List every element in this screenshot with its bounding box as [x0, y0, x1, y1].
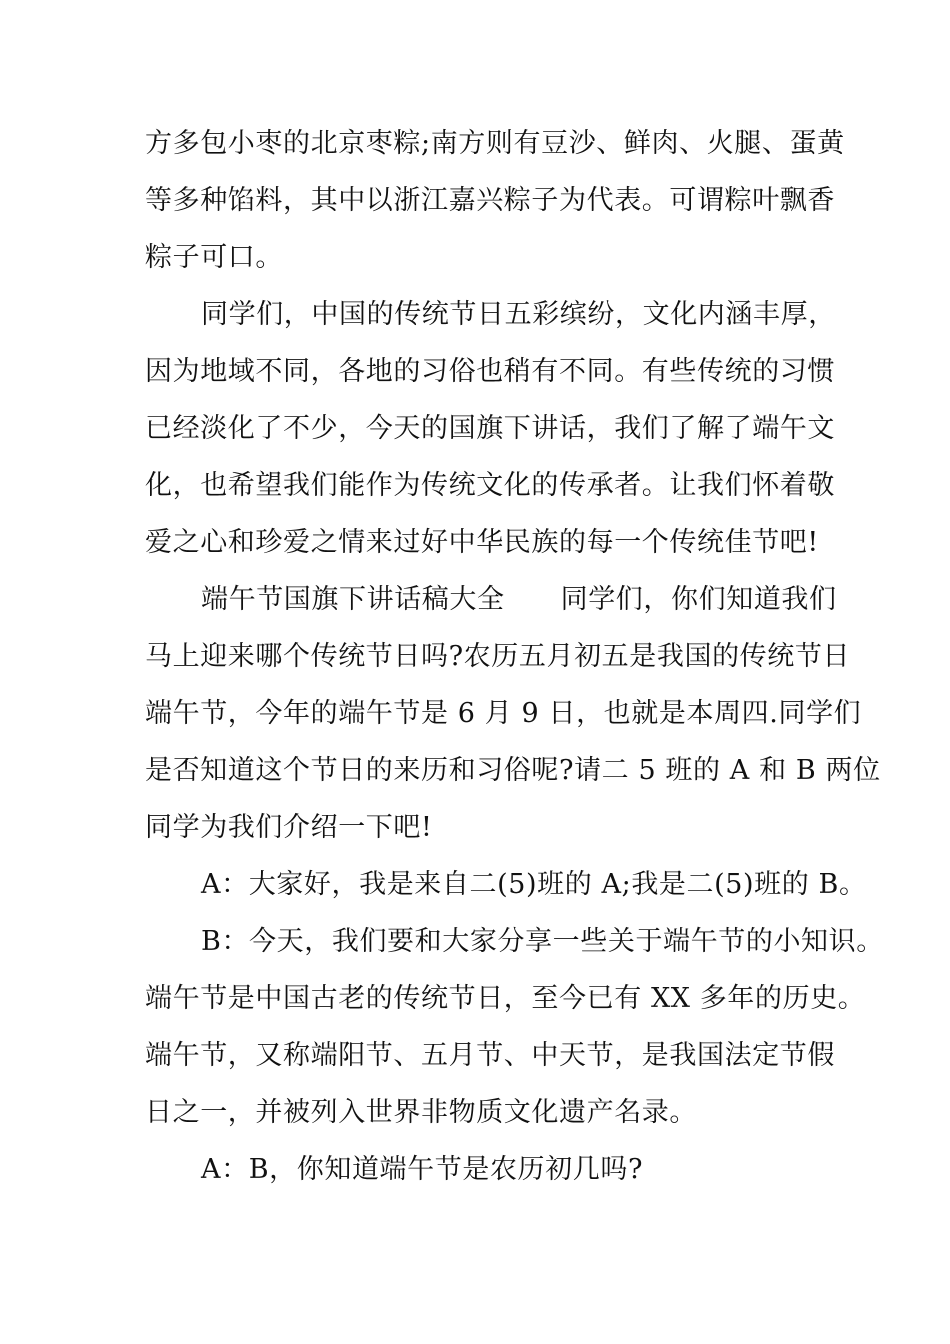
text-line: 化，也希望我们能作为传统文化的传承者。让我们怀着敬	[145, 470, 835, 501]
text-line: 端午节，又称端阳节、五月节、中天节，是我国法定节假	[145, 1040, 835, 1071]
text-line: 已经淡化了不少，今天的国旗下讲话，我们了解了端午文	[145, 413, 835, 444]
dialogue-line-a: A：大家好，我是来自二(5)班的 A;我是二(5)班的 B。	[201, 869, 867, 900]
text-line: 因为地域不同，各地的习俗也稍有不同。有些传统的习惯	[145, 356, 835, 387]
text-line: 同学为我们介绍一下吧!	[145, 812, 433, 843]
text-line: 是否知道这个节日的来历和习俗呢?请二 5 班的 A 和 B 两位	[145, 755, 881, 786]
text-line: 粽子可口。	[145, 242, 283, 273]
text-line: 方多包小枣的北京枣粽;南方则有豆沙、鲜肉、火腿、蛋黄	[145, 128, 845, 159]
section-intro-text: 同学们，你们知道我们	[560, 584, 837, 615]
text-line: 马上迎来哪个传统节日吗?农历五月初五是我国的传统节日	[145, 641, 851, 672]
text-line: 端午节是中国古老的传统节日，至今已有 XX 多年的历史。	[145, 983, 866, 1014]
text-line: 爱之心和珍爱之情来过好中华民族的每一个传统佳节吧!	[145, 527, 819, 558]
text-line: 端午节，今年的端午节是 6 月 9 日，也就是本周四.同学们	[145, 698, 862, 729]
section-heading: 端午节国旗下讲话稿大全	[201, 584, 505, 615]
paragraph-start-line: 同学们，中国的传统节日五彩缤纷，文化内涵丰厚，	[201, 299, 836, 330]
text-line: 等多种馅料，其中以浙江嘉兴粽子为代表。可谓粽叶飘香	[145, 185, 835, 216]
dialogue-line-a: A：B，你知道端午节是农历初几吗?	[201, 1154, 644, 1185]
text-line: 日之一，并被列入世界非物质文化遗产名录。	[145, 1097, 697, 1128]
dialogue-line-b: B：今天，我们要和大家分享一些关于端午节的小知识。	[201, 926, 884, 957]
document-page	[145, 115, 884, 1198]
section-heading-line	[145, 571, 837, 628]
